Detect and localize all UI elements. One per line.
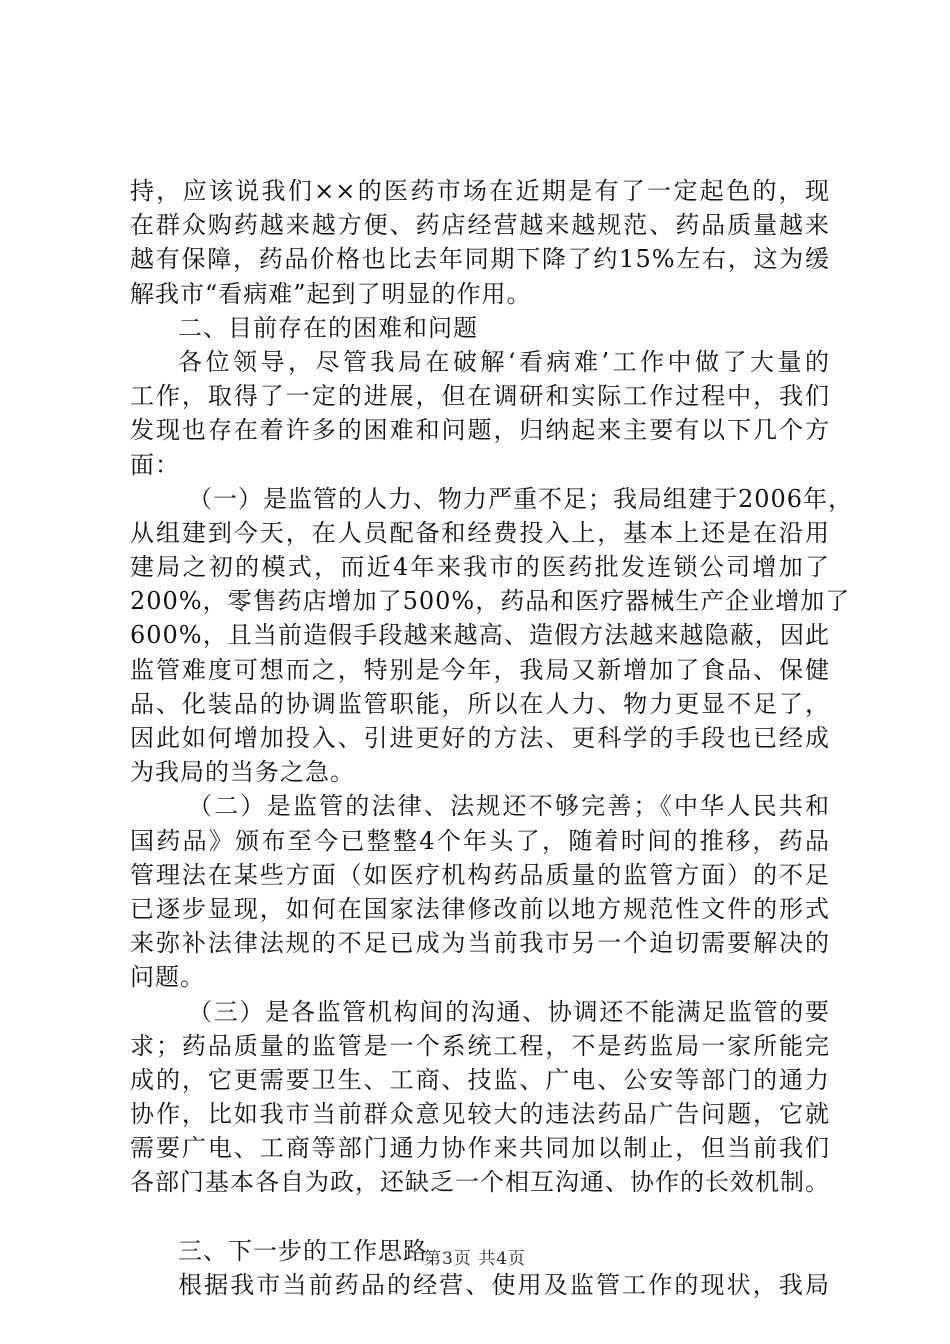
text-line: 在群众购药越来越方便、药店经营越来越规范、药品质量越来	[130, 211, 830, 240]
text-line: 各部门基本各自为政，还缺乏一个相互沟通、协作的长效机制。	[130, 1168, 830, 1197]
text-line: 管理法在某些方面（如医疗机构药品质量的监管方面）的不足	[130, 860, 830, 889]
text-line: 求；药品质量的监管是一个系统工程，不是药监局一家所能完	[130, 1031, 830, 1060]
paragraph-gap	[130, 1200, 830, 1234]
text-line: 来弥补法律法规的不足已成为当前我市另一个迫切需要解决的	[130, 929, 830, 958]
text-line: 200%，零售药店增加了500%，药品和医疗器械生产企业增加了	[130, 587, 851, 616]
text-line: 为我局的当务之急。	[130, 758, 355, 787]
text-line: 建局之初的模式，而近4年来我市的医药批发连锁公司增加了	[130, 553, 830, 582]
page-footer: 第3页 共4页	[423, 1249, 527, 1269]
text-line: 根据我市当前药品的经营、使用及监管工作的现状，我局	[178, 1270, 830, 1299]
text-line: 协作，比如我市当前群众意见较大的违法药品广告问题，它就	[130, 1100, 830, 1129]
text-line: 因此如何增加投入、引进更好的方法、更科学的手段也已经成	[130, 724, 830, 752]
text-line: 需要广电、工商等部门通力协作来共同加以制止，但当前我们	[130, 1134, 830, 1163]
text-line: 越有保障，药品价格也比去年同期下降了约15%左右，这为缓	[130, 245, 830, 274]
text-line: 问题。	[130, 963, 205, 992]
text-line: 已逐步显现，如何在国家法律修改前以地方规范性文件的形式	[130, 894, 830, 923]
text-line: 解我市“看病难”起到了明显的作用。	[130, 279, 532, 308]
text-line: 品、化装品的协调监管职能，所以在人力、物力更显不足了，	[130, 689, 830, 718]
text-line: 监管难度可想而之，特别是今年，我局又新增加了食品、保健	[130, 655, 830, 684]
text-line: 各位领导，尽管我局在破解‘看病难’工作中做了大量的	[178, 347, 830, 376]
text-line: 从组建到今天，在人员配备和经费投入上，基本上还是在沿用	[130, 518, 830, 547]
text-line: （三）是各监管机构间的沟通、协调还不能满足监管的要	[188, 997, 830, 1026]
text-line: 工作，取得了一定的进展，但在调研和实际工作过程中，我们	[130, 382, 830, 411]
text-line: 持，应该说我们××的医药市场在近期是有了一定起色的，现	[130, 177, 830, 205]
text-line: 发现也存在着许多的困难和问题，归纳起来主要有以下几个方	[130, 416, 830, 445]
text-line: 成的，它更需要卫生、工商、技监、广电、公安等部门的通力	[130, 1065, 830, 1094]
section-heading-2: 二、目前存在的困难和问题	[178, 313, 478, 342]
text-line: 面：	[130, 450, 180, 479]
document-body	[130, 174, 854, 1302]
text-line: 国药品》颁布至今已整整4个年头了，随着时间的推移，药品	[130, 826, 830, 855]
text-line: 600%，且当前造假手段越来越高、造假方法越来越隐蔽，因此	[130, 621, 830, 650]
text-line: （二）是监管的法律、法规还不够完善；《中华人民共和	[188, 792, 830, 821]
section-heading-3: 三、下一步的工作思路	[178, 1236, 428, 1265]
text-line: （一）是监管的人力、物力严重不足；我局组建于2006年，	[188, 484, 854, 513]
